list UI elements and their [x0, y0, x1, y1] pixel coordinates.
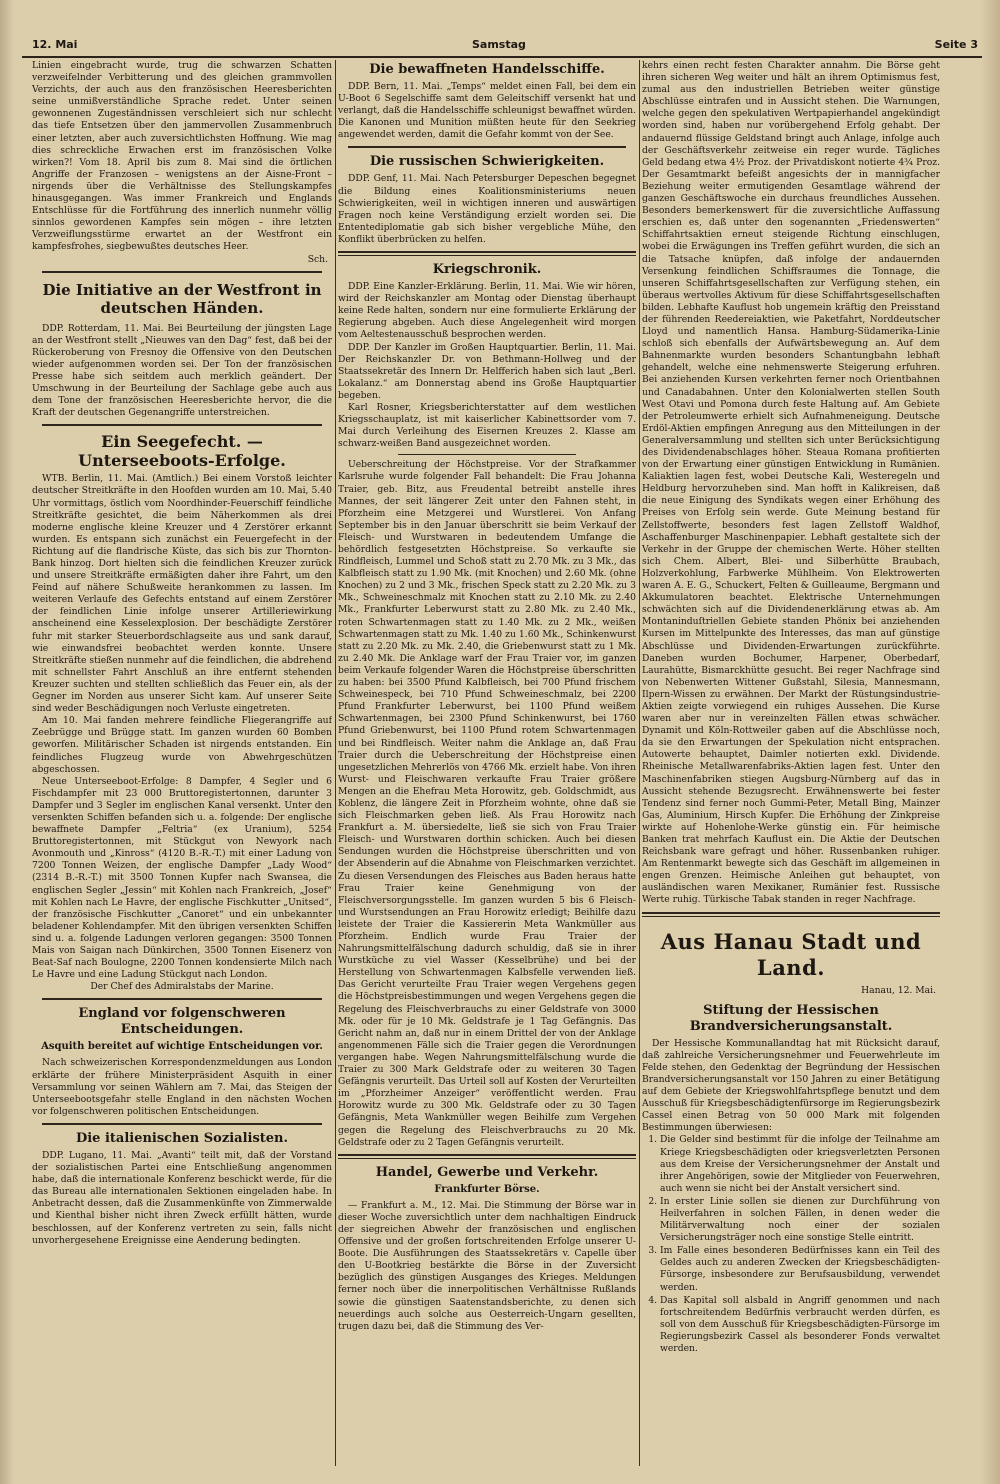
section-headline: Aus Hanau Stadt und Land.: [660, 928, 922, 980]
article-russian-difficulties: [338, 154, 636, 246]
column-divider: [639, 60, 640, 1466]
article-text: DDP. Lugano, 11. Mai. „Avanti“ teilt mit, daß der Vorstand der sozialistischen Partei eine Entschließung angenommen habe, daß die internationale Konferenz beschickt werde, für die das Bureau alle internationalen Sektionen eingeladen habe. In Anbetracht dessen, daß die Zusammenkünfte von Zimmerwalde und Kienthal bisher nicht ihren Zweck erfüllt hätten, wurde beschlossen, auf der Konferenz vertreten zu sein, falls nicht unvorhergesehene Ereignisse eine Aenderung bedingten.: [32, 1149, 332, 1246]
article-text: Nach schweizerischen Korrespondenzmeldungen aus London erklärte der frühere Ministerpräsident Asquith in einer Versammlung vor seinen Wählern am 7. Mai, das Steigen der Unterseebootsgefahr stelle England in den nächsten Wochen vor folgenschweren politischen Entscheidungen.: [32, 1057, 332, 1117]
separator: [42, 271, 322, 273]
separator: [398, 454, 576, 455]
separator: [338, 1154, 636, 1159]
article-text: Neue Unterseeboot-Erfolge: 8 Dampfer, 4 Segler und 6 Fischdampfer mit 23 000 Bruttoregistertonnen, darunter 3 Dampfer und 3 Segler im englischen Kanal versenkt. Unter den versenkten Schiffen befanden sich u. a. folgende: Der englische bewaffnete Dampfer „Feltria“ (ex Uranium), 5254 Bruttoregistertonnen, mit Stückgut von Newyork nach Avonmouth und „Kinross“ (4120 B.-R.-T.) mit einer Ladung von 7200 Tonnen Weizen, der englische Dampfer „Lady Wood“ (2314 B.-R.-T.) mit 3500 Tonnen Kupfer nach Swansea, die englischen Segler „Jessin“ mit Kohlen nach Frankreich, „Josef“ mit Kohlen nach Le Havre, der englische Fischkutter „Unitsed“, der französische Fischkutter „Canoret“ und ein unbekannter beladener Kohlendampfer. Mit den übrigen versenkten Schiffen sind u. a. folgende Ladungen verloren gegangen: 3500 Tonnen Mais von Saigan nach Dünkirchen, 3500 Tonnen Eisenerz von Beat-Saf nach Boulogne, 2200 Tonnen kondensierte Milch nach Le Havre und eine Ladung Stückgut nach London.: [32, 775, 332, 981]
article-westfront-commentary: [32, 60, 332, 266]
article-text: DDP. Rotterdam, 11. Mai. Bei Beurteilung der jüngsten Lage an der Westfront stellt „Nieuwes van den Dag“ fest, daß bei der Rückeroberung von Fresnoy die Offensive von den Deutschen wieder aufgenommen worden sei. Der Ton der französischen Presse habe sich seitdem auch merklich geändert. Der Umschwung in der Beurteilung der Sachlage gebe auch aus dem Tone der französischen Heeresberichte hervor, die die Kraft der deutschen Gegenangriffe unterstreichen.: [32, 322, 332, 419]
separator: [338, 251, 636, 256]
list-item: 1. Die Gelder sind bestimmt für die infolge der Teilnahme am Kriege Kriegsbeschädigten oder kriegsverletzten Personen aus dem Kreise der Versicherungsnehmer der Anstalt und ihrer Angehörigen, sowie der Mitglieder von Feuerwehren, auch wenn sie nicht bei der Anstalt versichert sind.: [660, 1134, 940, 1194]
article-hoechstpreise: [338, 459, 636, 1148]
column-divider: [335, 60, 336, 1466]
article-handel: [338, 1165, 636, 1333]
article-headline: Die Initiative an der Westfront in deutschen Händen.: [42, 280, 322, 317]
page-header: [22, 36, 982, 54]
article-text: kehrs einen recht festen Charakter annahm. Die Börse geht ihren sicheren Weg weiter und hält an ihrem Optimismus fest, zumal aus den industriellen Betrieben weiter günstige Abschlüsse eintrafen und in Aussicht stehen. Die Warnungen, welche gegen den spekulativen Wertpapierhandel angekündigt worden sind, haben nur vorübergehend Erfolg gehabt. Der andauernd flüssige Geldstand bringt auch Anlage, infolge auch der Geschäftsverkehr zeitweise ein reger wurde. Tägliches Geld bedang etwa 4½ Proz. der Privatdiskont notierte 4¾ Proz. Der Gesamtmarkt befeißt angesichts der in mannigfacher Beziehung weiter ermutigenden Gesamtlage während der ganzen Geschäftswoche ein durchaus freundliches Aussehen. Besonders bemerkenswert für die zuversichtliche Auffassung erschien es, daß unter den sogenannten „Friedenswerten“ Schiffahrtsaktien erneut steigende Richtung einschlugen, wobei die Erwägungen ins Treffen geführt wurden, die sich an die Tatsache knüpfen, daß infolge der andauernden Versenkung feindlichen Schiffsraumes die Tonnage, die unseren Schiffahrtsgesellschaften zur Verfügung stehen, ein überaus wertvolles Aktivum für diese Schiffahrtsgesellschaften bilden. Lebhafte Kauflust hob ungemein kräftig den Preisstand der führenden Reedereiaktien, wie Paketfahrt, Norddeutscher Lloyd und namentlich Hansa. Hamburg-Südamerika-Linie schloß sich ebenfalls der Aufwärtsbewegung an. Auf dem Bahnenmarkte wurden besonders Schantungbahn lebhaft gehandelt, welche eine nehmenswerte Steigerung erfuhren. Bei anziehenden Kursen verkehrten ferner noch Orientbahnen und Canadabahnen. Unter den Kolonialwerten stellen South West Otavi und Pomona durch feste Haltung auf. Am Gebiete der Petroleumwerte erhielt sich Aufnahmeneigung. Deutsche Erdöl-Aktien empfingen Anregung aus den Mitteilungen in der Generalversammlung und stellten sich unter Berücksichtigung des Dividendenabschlages höher. Steaua Romana profitierten von der Erwartung einer günstigen Entwicklung in Rumänien. Kaliaktien lagen fest, wobei Deutsche Kali, Westeregeln und Heldburg hervorzuheben sind. Man hofft in Kalikreisen, daß die neue Einigung des Syndikats wegen einer Erhöhung des Preises von Erfolg sein werde. Gute Meinung bestand für Zellstoffwerte, besonders fest lagen Zellstoff Waldhof, Aschaffenburger Maschinenpapier. Lebhaft gestaltete sich der Verkehr in der Gruppe der chemischen Werte. Höher stellten sich Chem. Albert, Blei- und Silberhütte Braubach, Holzverkohlung, Farbwerke Mühlheim. Von Elektrowerten waren A. E. G., Schuckert, Felten & Guilleaume, Bergmann und Akkumulatoren beachtet. Elektrische Unternehmungen schwächten sich auf die Dividendenerklärung etwas ab. Am Montaninduſtriellen Gebiete standen Phönix bei anziehenden Kursen im Mittelpunkte des Interesses, das man auf günstige Abschlüsse und Dividenden-Erwartungen zurückführte. Daneben wurden Bochumer, Harpener, Oberbedarf, Laurahütte, Bismarckhütte gesucht. Bei reger Nachfrage sind von Nebenwerten Wittener Gußstahl, Silesia, Mannesmann, Ilpern-Wissen zu erwähnen. Der Markt der Rüstungsindustrie-Aktien zeigte vorwiegend ein ruhiges Aussehen. Die Kurse waren aber nur in vereinzelten Fällen etwas schwächer. Dynamit und Köln-Rottweiler gaben auf die Abschlüsse noch, da sie den Erwartungen der Spekulation nicht entsprachen. Autowerte behauptet, Daimler notierten exkl. Dividende. Rheinische Metallwarenfabriks-Aktien lagen fest. Unter den Maschinenfabriken stiegen Augsburg-Nürnberg auf das in Aussicht stehende Bezugsrecht. Erwähnenswerte bei fester Tendenz sind ferner noch Gummi-Peter, Metall Bing, Mainzer Gas, Aluminium, Hirsch Kupfer. Die Erhöhung der Zinkpreise wirkte auf Hohenlohe-Werke günstig ein. Für heimische Banken trat mehrfach Kauflust ein. Die Aktie der Deutschen Reichsbank ware gefragt und höher. Russenbanken ruhiger. Am Rentenmarkt bewegte sich das Geschäft im allgemeinen in engen Grenzen. Heimische Anleihen gut behauptet, von ausländischen waren Mexikaner, Rumänier fest. Russische Werte ruhig. Türkische Tabak standen in reger Nachfrage.: [642, 60, 940, 906]
article-text: DDP. Eine Kanzler-Erklärung. Berlin, 11. Mai. Wie wir hören, wird der Reichskanzler am Montag oder Dienstag überhaupt keine Rede halten, sondern nur eine formulierte Erklärung der Regierung abgeben. Auch diese Angelegenheit wird morgen vom Aeltestenausschuß besprochen werden.: [338, 281, 636, 341]
article-signature: Sch.: [307, 253, 328, 265]
separator: [42, 1123, 322, 1125]
article-italian-socialists: [32, 1131, 332, 1247]
column-3: [642, 60, 940, 1466]
article-headline: Ein Seegefecht. — Unterseeboots-Erfolge.: [78, 432, 286, 471]
article-armed-merchant-ships: [338, 62, 636, 141]
article-text: Der Hessische Kommunallandtag hat mit Rücksicht darauf, daß zahlreiche Versicherungsnehmer und Feuerwehrleute im Felde stehen, den Gedenktag der Begründung der Hessischen Brandversicherungsanstalt vor 150 Jahren zu einer Betätigung auf dem Gebiete der Kriegswohlfahrtspflege benutzt und dem Ausschuß für Kriegsbeschädigtenfürsorge im Regierungsbezirk Cassel einen Betrag von 50 000 Mark mit folgenden Bestimmungen überwiesen:: [642, 1037, 940, 1134]
article-text: Linien eingebracht wurde, trug die schwarzen Schatten verzweifelnder Verbitterung und des gleichen grammvollen Verzichts, der auch aus den französischen Heeresberichten seine unmißverständliche Sprache redet. Unter seinen gewonnenen Zugeständnissen verschleiert sich nur schlecht das tiefe Entsetzen über den jammervollen Zusammenbruch einer letzten, aber auch zuversichtlichsten Hoffnung. Wie mag dies schreckliche Erwachen erst im französischen Volke wirken?! Vom 18. April bis zum 8. Mai sind die örtlichen Angriffe der Franzosen – wenigstens an der Aisne-Front – nirgends über die Verhältnisse des Stellungskampfes hinausgegangen. Was immer Frankreich und Englands Entschlüsse für die Fortführung des innerlich nunmehr völlig sinnlos gewordenen Kampfes sein mögen – ihre letzten Verzweiflungsstürme erwartet an der Westfront ein kampfesfrohes, siegbewußtes deutsches Heer.: [32, 60, 332, 253]
article-kriegschronik: [338, 262, 636, 450]
article-text: Karl Rosner, Kriegsberichterstatter auf dem westlichen Kriegsschauplatz, ist mit kaiserlicher Kabinettsorder vom 7. Mai durch Verleihung des Eisernen Kreuzes 2. Klasse am schwarz-weißen Band ausgezeichnet worden.: [338, 401, 636, 450]
article-headline: Die bewaffneten Handelsschiffe.: [369, 62, 605, 77]
list-item: 2. In erster Linie sollen sie dienen zur Durchführung von Heilverfahren in solchen Fällen, in denen weder die Militärverwaltung noch einer der sozialen Versicherungsträger noch eine sonstige Stelle eintritt.: [660, 1196, 940, 1244]
section-hanau: [642, 929, 940, 1356]
list-item: 3. Im Falle eines besonderen Bedürfnisses kann ein Teil des Geldes auch zu anderen Zwecken der Kriegsbeschädigten-Fürsorge, insbesondere zur Berufsausbildung, verwendet werden.: [660, 1245, 940, 1293]
header-day: Samstag: [472, 38, 526, 51]
separator: [42, 998, 322, 1000]
separator: [642, 912, 940, 917]
article-text: Ueberschreitung der Höchstpreise. Vor der Strafkammer Karlsruhe wurde folgender Fall behandelt: Die Frau Johanna Traier, geb. Bitz, aus Freudental betreibt anstelle ihres Mannes, der seit längerer Zeit unter den Fahnen steht, in Pforzheim eine Metzgerei und Wurstlerei. Von Anfang September bis in den Januar überschritt sie beim Verkauf der Fleisch- und Wurstwaren in bedeutendem Umfange die behördlich festgesetzten Höchstpreise. So verkaufte sie Rindfleisch, Lummel und Schoß statt zu 2.70 Mk. zu 3 Mk., das Kalbfleisch statt zu 1.90 Mk. (mit Knochen) und 2.60 Mk. (ohne Knochen) zu 2 und 3 Mk., frischen Speck statt zu 2.20 Mk. zu 3 Mk., Schweineschmalz mit Knochen statt zu 2.10 Mk. zu 2.40 Mk., Frankfurter Leberwurst statt zu 2.80 Mk. zu 2.40 Mk., roten Schwartenmagen statt zu 1.40 Mk. zu 2 Mk., weißen Schwartenmagen statt zu Mk. 1.40 zu 1.60 Mk., Schinkenwurst statt zu 2.20 Mk. zu Mk. 2.40, die Griebenwurst statt zu 1 Mk. zu 2.40 Mk. Die Anklage warf der Frau Traier vor, im ganzen beim Verkaufe folgender Waren die Höchstpreise überschritten zu haben: bei 3500 Pfund Kalbfleisch, bei 700 Pfund frischem Schweinespeck, bei 710 Pfund Schweineschmalz, bei 2200 Pfund Frankfurter Leberwurst, bei 1100 Pfund weißem Schwartenmagen, bei 2300 Pfund Schinkenwurst, bei 1760 Pfund Griebenwurst, bei 1100 Pfund rotem Schwartenmagen und bei Rindfleisch. Weiter nahm die Anklage an, daß Frau Traier durch die Ueberschreitung der Höchstpreise einen ungesetzlichen Mehrerlös von 4766 Mk. erzielt habe. Von ihren Wurst- und Fleischwaren verkaufte Frau Traier größere Mengen an die Ehefrau Meta Horowitz, geb. Goldschmidt, aus Koblenz, die längere Zeit in Pforzheim wohnte, ohne daß sie sich Fleischmarken geben ließ. Als Frau Horowitz nach Frankfurt a. M. übersiedelte, ließ sie sich von Frau Traier Fleisch- und Wurstwaren dorthin schicken. Auch bei diesen Sendungen wurden die Höchstpreise überschritten und von der Absenderin auf die Abnahme von Fleischmarken verzichtet. Zu diesen Versendungen des Fleisches aus Baden heraus hatte Frau Traier keine Genehmigung von der Fleischversorgungsstelle. Im ganzen wurden 5 bis 6 Fleisch- und Wurstsendungen an Frau Horowitz erledigt; Beihilfe dazu leistete der Traier die Kassiererin Meta Wankmüller aus Pforzheim. Endlich wurde Frau Traier der Nahrungsmittelfälschung dadurch schuldig, daß sie in ihrer Wurstküche zu viel Wasser (Kesselbrühe) und bei der Herstellung von Schwartenmagen Kalbsfelle verwenden ließ. Das Gericht verurteilte Frau Traier wegen Vergehens gegen die Höchstpreisbestimmungen und wegen Vergehens gegen die Regelung des Fleischverbrauchs zu einer Geldstrafe von 3000 Mk. oder für je 10 Mk. Geldstrafe je 1 Tag Gefängnis. Das Gericht nahm an, daß nur in einem Drittel der von der Anklage angenommenen Fälle sich die Traier gegen die Verordnungen vergangen habe. Wegen Nahrungsmittelfälschung wurde die Traier zu 300 Mark Geldstrafe oder zu weiteren 30 Tagen Gefängnis verurteilt. Das Urteil soll auf Kosten der Verurteilten im „Pforzheimer Anzeiger“ veröffentlicht werden. Frau Horowitz wurde zu 300 Mk. Geldstrafe oder zu 30 Tagen Gefängnis, Meta Wankmüller wegen Beihilfe zum Vergehen gegen die Regelung des Fleischverbrauchs zu 20 Mk. Geldstrafe oder zu 2 Tagen Gefängnis verurteilt.: [338, 459, 636, 1148]
article-headline: Die italienischen Sozialisten.: [75, 1130, 289, 1146]
article-boerse-continued: [642, 60, 940, 907]
article-text: DDP. Genf, 11. Mai. Nach Petersburger Depeschen begegnet die Bildung eines Koalitionsministeriums neuen Schwierigkeiten, weil in wichtigen inneren und auswärtigen Fragen noch keine Verständigung erzielt worden sei. Die Ententediplomatie gab sich bisher vergebliche Mühe, den Konflikt überbrücken zu helfen.: [338, 173, 636, 245]
article-subheadline: Frankfurter Börse.: [434, 1183, 540, 1195]
article-subheadline: Asquith bereitet auf wichtige Entscheidungen vor.: [41, 1041, 323, 1053]
article-text: Am 10. Mai fanden mehrere feindliche Fliegerangriffe auf Zeebrügge und Brügge statt. Im ganzen wurden 60 Bomben geworfen. Militärischer Schaden ist nirgends entstanden. Ein feindliches Flugzeug wurde von Abwehrgeschützen abgeschossen.: [32, 715, 332, 775]
list-item: 4. Das Kapital soll alsbald in Angriff genommen und nach fortschreitendem Bedürfnis verbraucht werden dürfen, es soll von dem Ausschuß für Kriegsbeschädigten-Fürsorge im Regierungsbezirk Cassel als besonderer Fonds verwaltet werden.: [660, 1295, 940, 1355]
separator: [348, 146, 626, 148]
provisions-list: [642, 1134, 940, 1355]
header-page-number: Seite 3: [934, 38, 978, 51]
article-headline: Stiftung der Hessischen Brandversicherungsanstalt.: [689, 1002, 893, 1034]
article-headline: Kriegschronik.: [432, 262, 542, 278]
separator: [42, 424, 322, 426]
article-england: [32, 1006, 332, 1118]
header-rule: [22, 56, 982, 58]
column-2: [338, 60, 636, 1466]
article-text: DDP. Bern, 11. Mai. „Temps“ meldet einen Fall, bei dem ein U-Boot 6 Segelschiffe samt dem Geleitschiff versenkt hat und verlangt, daß die Handelsschiffe schleunigst bewaffnet würden. Die Kanonen und Munition müßten heute für den Seekrieg angewendet werden, damit die Gefahr kommt von der See.: [338, 81, 636, 141]
header-date: 12. Mai: [32, 38, 78, 51]
section-headline: Handel, Gewerbe und Verkehr.: [375, 1164, 599, 1180]
dateline: Hanau, 12. Mai.: [861, 984, 936, 996]
article-signature: Der Chef des Admiralstabs der Marine.: [90, 981, 274, 993]
article-seegefecht: [32, 432, 332, 993]
article-text: WTB. Berlin, 11. Mai. (Amtlich.) Bei einem Vorstoß leichter deutscher Streitkräfte in den Hoofden wurden am 10. Mai, 5.40 Uhr vormittags, östlich vom Noordhinder-Feuerschiff feindliche Streitkräfte gesichtet, die beim Näherkommen als drei moderne englische kleine Kreuzer und 4 Zerstörer erkannt wurden. Es entspann sich zunächst ein Feuergefecht in der Richtung auf die flandrische Küste, das sich bis zur Thornton-Bank hinzog. Dort hielten sich die feindlichen Kreuzer zurück und unsere Streitkräfte ermäßigten daher ihre Fahrt, um den Feind auf nähere Schußweite herankommen zu lassen. Im weiteren Verlaufe des Gefechts entstand auf einem Zerstörer der feindlichen Linie infolge unserer Artilleriewirkung anscheinend eine Kesselexplosion. Der beschädigte Zerstörer fuhr mit starker Steuerbordschlagseite aus und sank darauf, wie einwandsfrei beobachtet werden konnte. Unsere Streitkräfte stießen nunmehr auf die feindlichen, die abdrehend mit schnellster Fahrt Anschluß an ihre entfernt stehenden Kreuzer suchten und stellten schließlich das Feuer ein, als der Gegner im Norden aus unserer Sicht kam. Auf unserer Seite sind weder Beschädigungen noch Verluste eingetreten.: [32, 473, 332, 715]
article-text: — Frankfurt a. M., 12. Mai. Die Stimmung der Börse war in dieser Woche zuversichtlich unter dem nachhaltigen Eindruck der siegreichen Abwehr der französischen und englischen Offensive und der großen fortschreitenden Erfolge unserer U-Boote. Die Ausführungen des Staatssekretärs v. Capelle über den U-Bootkrieg bestärkte die Börse in der Zuversicht bezüglich des günstigen Ausganges des Krieges. Meldungen ferner noch über die innerpolitischen Verhältnisse Rußlands sowie die günstigen Saatenstandsberichte, zu denen sich neuerdings auch solche aus Oesterreich-Ungarn gesellten, trugen dazu bei, daß die Stimmung des Ver-: [338, 1199, 636, 1332]
article-initiative: [32, 281, 332, 420]
article-headline: England vor folgenschweren Entscheidungen.: [78, 1006, 286, 1038]
article-text: DDP. Der Kanzler im Großen Hauptquartier. Berlin, 11. Mai. Der Reichskanzler Dr. von Bethmann-Hollweg und der Staatssekretär des Innern Dr. Helfferich haben sich laut „Berl. Lokalanz.“ am Donnerstag abend ins Große Hauptquartier begeben.: [338, 341, 636, 401]
article-headline: Die russischen Schwierigkeiten.: [369, 154, 605, 170]
column-1: [32, 60, 332, 1466]
